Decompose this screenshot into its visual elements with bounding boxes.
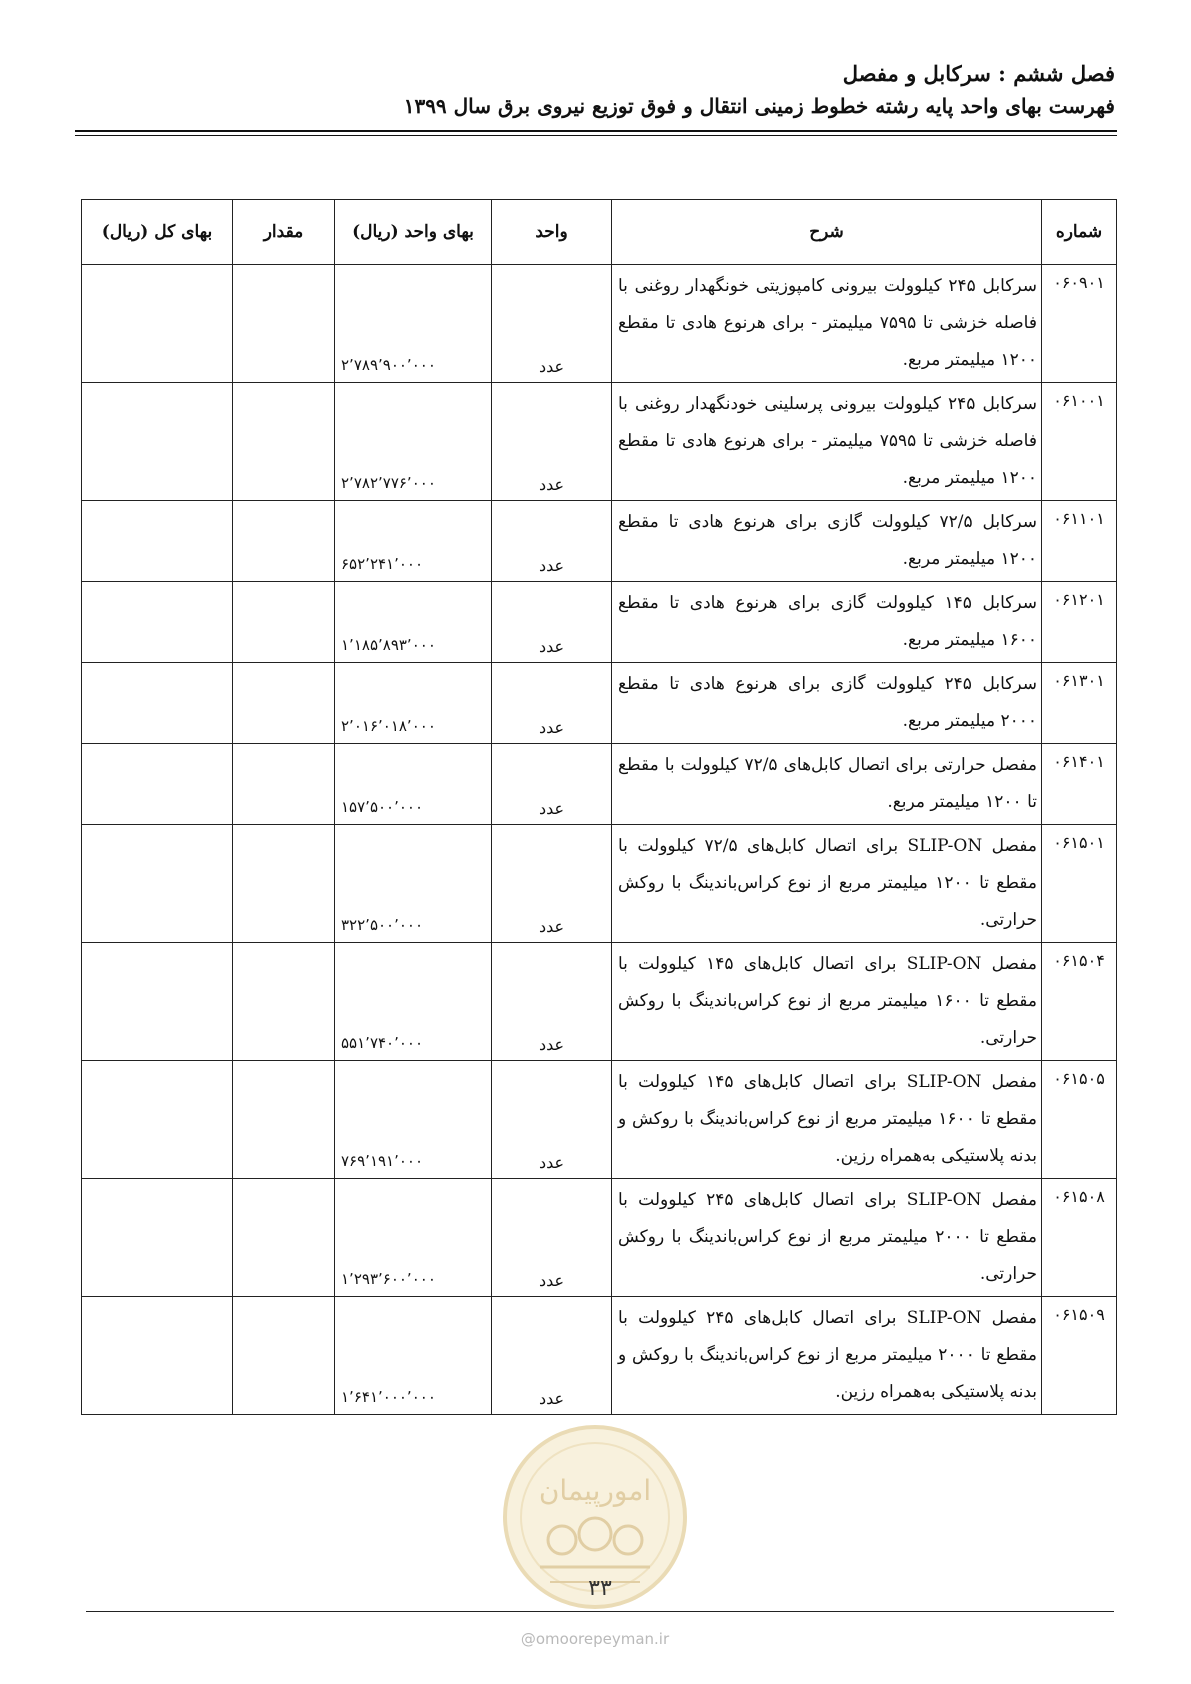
item-total-price xyxy=(82,943,233,1061)
item-unit-price: ۱۵۷٬۵۰۰٬۰۰۰ xyxy=(335,744,492,825)
website-watermark: @omoorepeyman.ir xyxy=(520,1630,670,1648)
item-quantity xyxy=(233,943,335,1061)
table-row xyxy=(82,1179,1117,1297)
item-unit: عدد xyxy=(492,582,612,663)
item-quantity xyxy=(233,1061,335,1179)
item-unit-price: ۷۶۹٬۱۹۱٬۰۰۰ xyxy=(335,1061,492,1179)
item-quantity xyxy=(233,1179,335,1297)
item-unit-price: ۳۲۲٬۵۰۰٬۰۰۰ xyxy=(335,825,492,943)
table-row xyxy=(82,501,1117,582)
page-number: ۳۳ xyxy=(588,1576,612,1601)
item-quantity xyxy=(233,663,335,744)
column-header-unit: واحد xyxy=(492,200,612,265)
item-total-price xyxy=(82,383,233,501)
table-row xyxy=(82,825,1117,943)
item-number: ۰۶۱۵۰۹ xyxy=(1042,1297,1117,1415)
item-unit: عدد xyxy=(492,383,612,501)
table-header-row xyxy=(82,200,1117,265)
item-number: ۰۶۱۵۰۵ xyxy=(1042,1061,1117,1179)
item-unit: عدد xyxy=(492,1297,612,1415)
item-quantity xyxy=(233,744,335,825)
header-rule-thick xyxy=(75,130,1117,132)
item-quantity xyxy=(233,501,335,582)
item-description: سرکابل ۲۴۵ کیلوولت گازی برای هرنوع هادی تا مقطع ۲۰۰۰ میلیمتر مربع. xyxy=(612,663,1042,744)
item-description: مفصل SLIP-ON برای اتصال کابل‌های ۱۴۵ کیلوولت با مقطع تا ۱۶۰۰ میلیمتر مربع از نوع کراس‌باندینگ با روکش و بدنه پلاستیکی به‌همراه رزین. xyxy=(612,1061,1042,1179)
item-unit: عدد xyxy=(492,825,612,943)
item-quantity xyxy=(233,582,335,663)
item-total-price xyxy=(82,1297,233,1415)
item-description: سرکابل ۷۲/۵ کیلوولت گازی برای هرنوع هادی تا مقطع ۱۲۰۰ میلیمتر مربع. xyxy=(612,501,1042,582)
item-description: مفصل SLIP-ON برای اتصال کابل‌های ۲۴۵ کیلوولت با مقطع تا ۲۰۰۰ میلیمتر مربع از نوع کراس‌باندینگ با روکش حرارتی. xyxy=(612,1179,1042,1297)
table-row xyxy=(82,1297,1117,1415)
document-title: فهرست بهای واحد پایه رشته خطوط زمینی انتقال و فوق توزیع نیروی برق سال ۱۳۹۹ xyxy=(403,94,1115,118)
table-row xyxy=(82,1061,1117,1179)
item-unit: عدد xyxy=(492,1061,612,1179)
column-header-quantity: مقدار xyxy=(233,200,335,265)
table-row xyxy=(82,744,1117,825)
column-header-total-price: بهای کل (ریال) xyxy=(82,200,233,265)
table-row xyxy=(82,582,1117,663)
item-description: مفصل SLIP-ON برای اتصال کابل‌های ۷۲/۵ کیلوولت با مقطع تا ۱۲۰۰ میلیمتر مربع از نوع کراس‌باندینگ با روکش حرارتی. xyxy=(612,825,1042,943)
item-number: ۰۶۱۵۰۱ xyxy=(1042,825,1117,943)
table-row xyxy=(82,265,1117,383)
item-unit-price: ۶۵۲٬۲۴۱٬۰۰۰ xyxy=(335,501,492,582)
item-number: ۰۶۱۱۰۱ xyxy=(1042,501,1117,582)
table-row xyxy=(82,383,1117,501)
item-description: مفصل SLIP-ON برای اتصال کابل‌های ۱۴۵ کیلوولت با مقطع تا ۱۶۰۰ میلیمتر مربع از نوع کراس‌باندینگ با روکش حرارتی. xyxy=(612,943,1042,1061)
item-total-price xyxy=(82,582,233,663)
item-unit-price: ۱٬۶۴۱٬۰۰۰٬۰۰۰ xyxy=(335,1297,492,1415)
item-total-price xyxy=(82,663,233,744)
item-unit: عدد xyxy=(492,943,612,1061)
item-number: ۰۶۱۵۰۸ xyxy=(1042,1179,1117,1297)
item-total-price xyxy=(82,1061,233,1179)
item-unit-price: ۲٬۷۸۲٬۷۷۶٬۰۰۰ xyxy=(335,383,492,501)
item-quantity xyxy=(233,265,335,383)
item-number: ۰۶۱۰۰۱ xyxy=(1042,383,1117,501)
item-unit-price: ۱٬۲۹۳٬۶۰۰٬۰۰۰ xyxy=(335,1179,492,1297)
item-number: ۰۶۱۳۰۱ xyxy=(1042,663,1117,744)
item-total-price xyxy=(82,1179,233,1297)
price-table xyxy=(81,199,1117,1415)
page-header xyxy=(75,58,1115,122)
item-quantity xyxy=(233,825,335,943)
item-number: ۰۶۱۴۰۱ xyxy=(1042,744,1117,825)
item-quantity xyxy=(233,1297,335,1415)
item-total-price xyxy=(82,744,233,825)
item-description: سرکابل ۲۴۵ کیلوولت بیرونی پرسلینی خودنگهدار روغنی با فاصله خزشی تا ۷۵۹۵ میلیمتر - برای هرنوع هادی تا مقطع ۱۲۰۰ میلیمتر مربع. xyxy=(612,383,1042,501)
item-total-price xyxy=(82,265,233,383)
item-unit-price: ۵۵۱٬۷۴۰٬۰۰۰ xyxy=(335,943,492,1061)
table-row xyxy=(82,663,1117,744)
column-header-unit-price: بهای واحد (ریال) xyxy=(335,200,492,265)
item-unit: عدد xyxy=(492,265,612,383)
column-header-description: شرح xyxy=(612,200,1042,265)
item-total-price xyxy=(82,501,233,582)
item-number: ۰۶۰۹۰۱ xyxy=(1042,265,1117,383)
item-unit: عدد xyxy=(492,744,612,825)
header-rule-thin xyxy=(75,135,1117,136)
item-description: سرکابل ۱۴۵ کیلوولت گازی برای هرنوع هادی تا مقطع ۱۶۰۰ میلیمتر مربع. xyxy=(612,582,1042,663)
item-unit: عدد xyxy=(492,663,612,744)
table-row xyxy=(82,943,1117,1061)
chapter-title: فصل ششم : سرکابل و مفصل xyxy=(842,61,1115,86)
item-number: ۰۶۱۵۰۴ xyxy=(1042,943,1117,1061)
item-unit: عدد xyxy=(492,1179,612,1297)
item-description: سرکابل ۲۴۵ کیلوولت بیرونی کامپوزیتی خونگهدار روغنی با فاصله خزشی تا ۷۵۹۵ میلیمتر - برای هرنوع هادی تا مقطع ۱۲۰۰ میلیمتر مربع. xyxy=(612,265,1042,383)
item-unit-price: ۱٬۱۸۵٬۸۹۳٬۰۰۰ xyxy=(335,582,492,663)
footer-rule xyxy=(86,1611,1114,1612)
item-description: مفصل حرارتی برای اتصال کابل‌های ۷۲/۵ کیلوولت با مقطع تا ۱۲۰۰ میلیمتر مربع. xyxy=(612,744,1042,825)
item-number: ۰۶۱۲۰۱ xyxy=(1042,582,1117,663)
item-quantity xyxy=(233,383,335,501)
watermark-lettering: امورپیمان xyxy=(538,1474,652,1507)
column-header-number: شماره xyxy=(1042,200,1117,265)
item-description: مفصل SLIP-ON برای اتصال کابل‌های ۲۴۵ کیلوولت با مقطع تا ۲۰۰۰ میلیمتر مربع از نوع کراس‌باندینگ با روکش و بدنه پلاستیکی به‌همراه رزین. xyxy=(612,1297,1042,1415)
item-unit-price: ۲٬۷۸۹٬۹۰۰٬۰۰۰ xyxy=(335,265,492,383)
item-total-price xyxy=(82,825,233,943)
item-unit: عدد xyxy=(492,501,612,582)
item-unit-price: ۲٬۰۱۶٬۰۱۸٬۰۰۰ xyxy=(335,663,492,744)
